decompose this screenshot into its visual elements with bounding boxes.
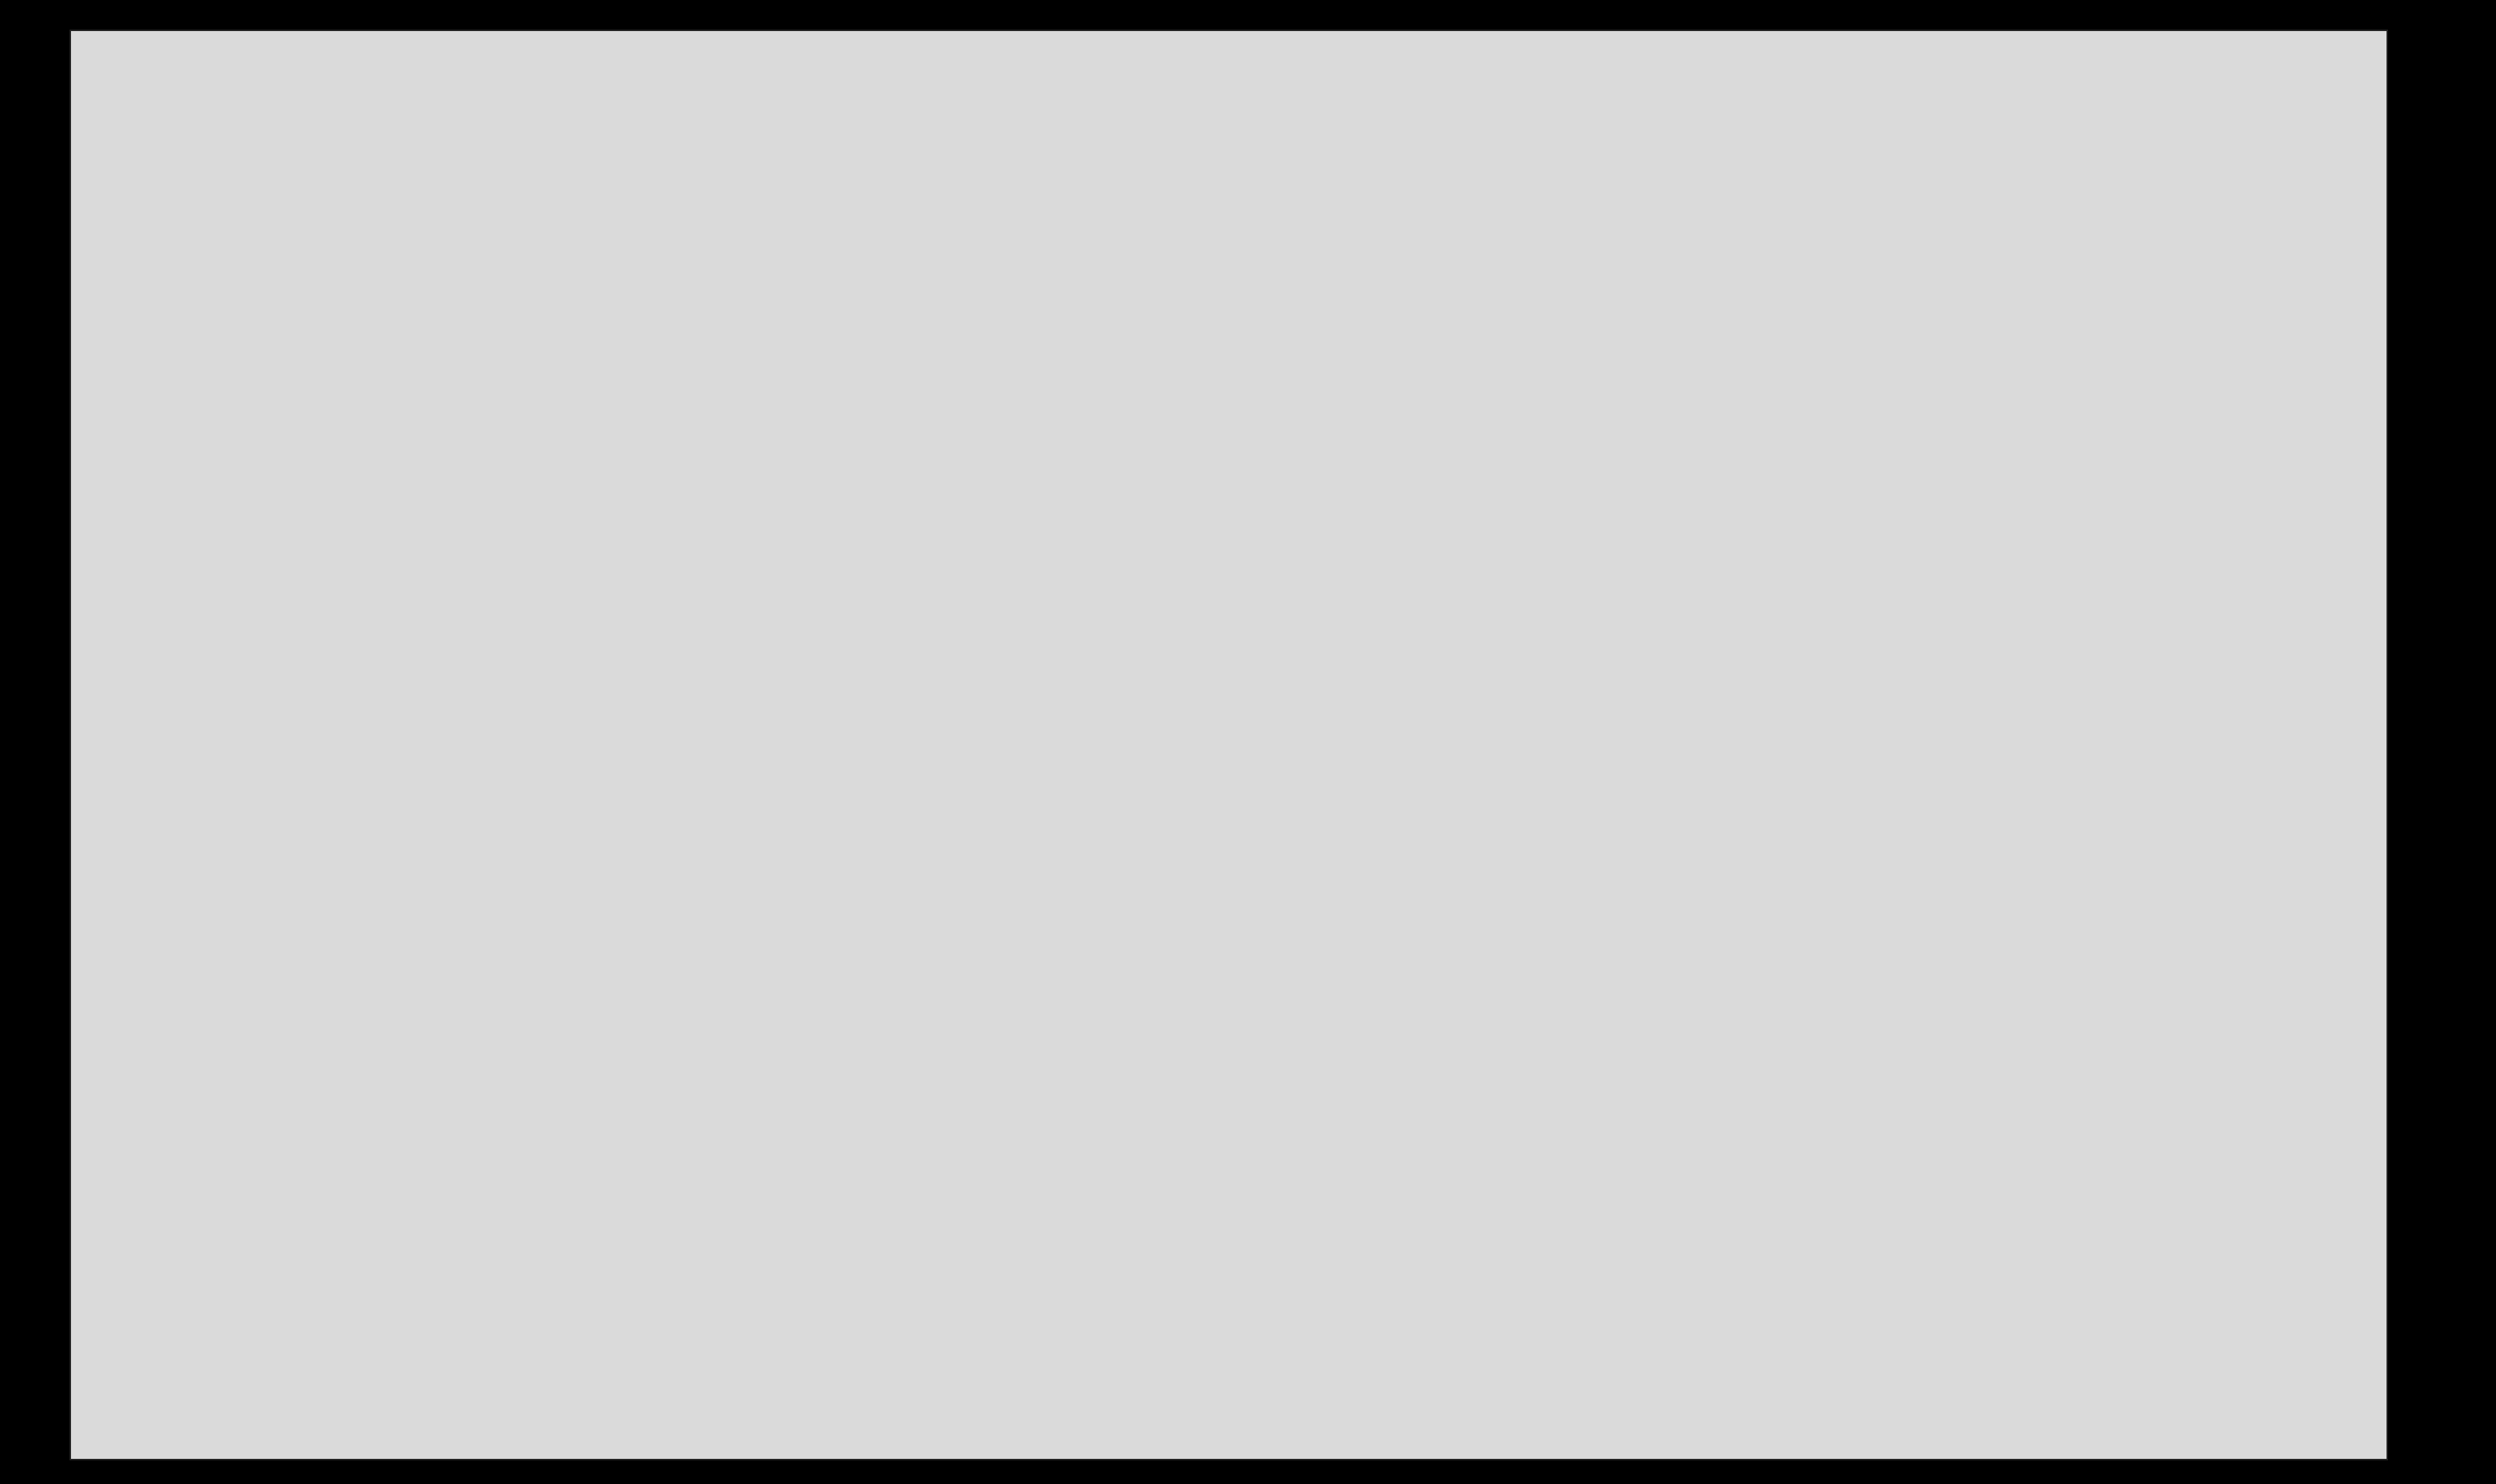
census-card-sheet (71, 31, 2387, 1459)
